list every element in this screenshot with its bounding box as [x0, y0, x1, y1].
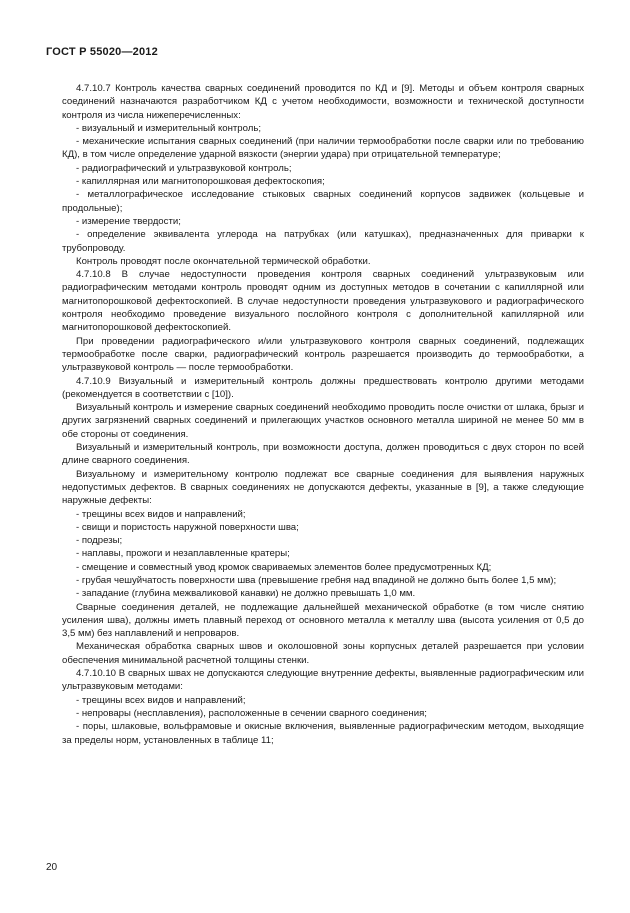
paragraph: - наплавы, прожоги и незаплавленные кратеры; [76, 548, 290, 560]
paragraph: - трещины всех видов и направлений; [76, 694, 246, 706]
paragraph: - измерение твердости; [76, 215, 181, 227]
paragraph: 4.7.10.9 Визуальный и измерительный контроль должны предшествовать контролю другими методами (рекомендуется в соответствии с [10]). [62, 375, 584, 400]
paragraph: - подрезы; [76, 535, 123, 547]
paragraph: 4.7.10.10 В сварных швах не допускаются следующие внутренние дефекты, выявленные радиографическим или ультразвуковым методами: [62, 668, 584, 693]
paragraph: - радиографический и ультразвуковой контроль; [76, 162, 292, 174]
paragraph: - грубая чешуйчатость поверхности шва (превышение гребня над впадиной не должно быть более 1,5 мм); [76, 574, 557, 586]
paragraph: - металлографическое исследование стыковых сварных соединений корпусов задвижек (кольцевые и продольные); [62, 189, 584, 214]
paragraph: - капиллярная или магнитопорошковая дефектоскопия; [76, 176, 325, 188]
paragraph: - визуальный и измерительный контроль; [76, 122, 262, 134]
paragraph: - западание (глубина межваликовой канавки) не должно превышать 1,0 мм. [76, 588, 416, 600]
paragraph: - механические испытания сварных соединений (при наличии термообработки после сварки или по требованию КД), в том числе определение ударной вязкости (энергии удара) при отрицательной температуре; [62, 136, 584, 161]
paragraph: Механическая обработка сварных швов и околошовной зоны корпусных деталей разрешается при условии обеспечения минимальной расчетной толщины стенки. [62, 641, 584, 666]
paragraph: - непровары (несплавления), расположенные в сечении сварного соединения; [76, 707, 427, 719]
paragraph: 4.7.10.7 Контроль качества сварных соединений проводится по КД и [9]. Методы и объем контроля сварных соединений назначаются разработчиком КД с учетом необходимости, возможности и технической доступности контроля из числа нижеперечисленных: [62, 83, 584, 121]
paragraph: - определение эквивалента углерода на патрубках (или катушках), предназначенных для приварки к трубопроводу. [62, 229, 584, 254]
page-number: 20 [46, 862, 58, 873]
paragraph: - свищи и пористость наружной поверхности шва; [76, 521, 299, 533]
paragraph: - поры, шлаковые, вольфрамовые и окисные включения, выявленные радиографическим методом, выходящие за пределы норм, установленных в таблице 11; [62, 721, 584, 746]
paragraph: Контроль проводят после окончательной термической обработки. [76, 255, 371, 267]
paragraph: Визуальный контроль и измерение сварных соединений необходимо проводить после очистки от шлака, брызг и других загрязнений сварных соединений и прилегающих участков основного металла шириной не менее 50 мм в обе стороны от соединения. [62, 402, 584, 440]
paragraph: Визуальный и измерительный контроль, при возможности доступа, должен проводиться с двух сторон по всей длине сварного соединения. [62, 442, 584, 467]
paragraph: При проведении радиографического и/или ультразвукового контроля сварных соединений, подлежащих термообработке после сварки, радиографический контроль разрешается производить до термообработки, а ультразвуковой контроль — после термообработки. [62, 335, 584, 374]
document-header: ГОСТ Р 55020—2012 [46, 46, 158, 58]
paragraph: 4.7.10.8 В случае недоступности проведения контроля сварных соединений ультразвуковым или радиографическим методами контроль проводят одним из доступных методов в сочетании с капиллярной или магнитопорошковой дефектоскопией. В случае недоступности проведения ультразвукового и радиографического контроля необходимо проведение визуального послойного контроля с дополнительной капиллярной или магнитопорошковой дефектоскопией. [62, 269, 584, 334]
paragraph: Сварные соединения деталей, не подлежащие дальнейшей механической обработке (в том числе снятию усиления шва), должны иметь плавный переход от основного металла к металлу шва (высота усиления от 0,5 до 3,5 мм) без наплавлений и непроваров. [62, 601, 584, 640]
paragraph: - смещение и совместный увод кромок свариваемых элементов более предусмотренных КД; [76, 561, 492, 573]
paragraph: - трещины всех видов и направлений; [76, 508, 246, 520]
document-body [62, 82, 584, 747]
paragraph: Визуальному и измерительному контролю подлежат все сварные соединения для выявления наружных недопустимых дефектов. В сварных соединениях не допускаются дефекты, указанные в [9], а также следующие наружные дефекты: [62, 468, 584, 507]
